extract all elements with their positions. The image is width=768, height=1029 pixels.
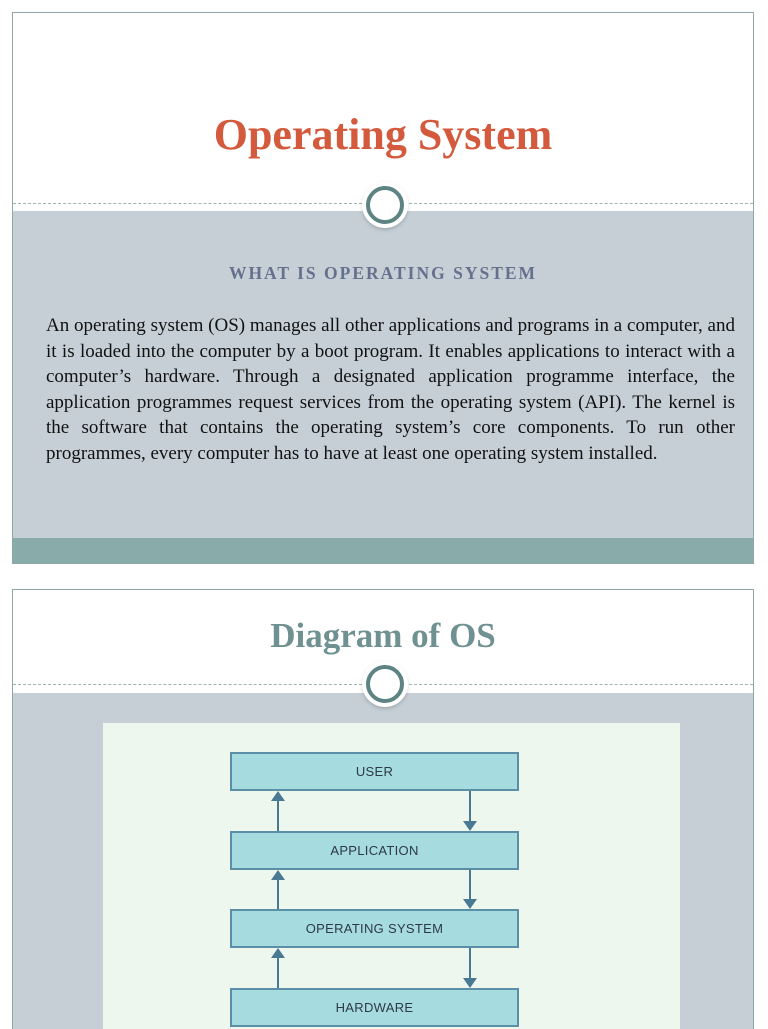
layer-box-operating-system: OPERATING SYSTEM (230, 909, 519, 948)
slide-title-area (13, 13, 753, 205)
slide-paragraph: An operating system (OS) manages all other applications and programs in a computer, and it is loaded into the computer by a boot program. It enables applications to interact with a computer’s hardware. Through a designated application programme interface, the application programmes request services from the operating system (API). The kernel is the software that contains the operating system’s core components. To run other programmes, every computer has to have at least one operating system installed. (46, 315, 735, 464)
arrow-up-icon (271, 791, 285, 831)
layer-box-application: APPLICATION (230, 831, 519, 870)
slide-title: Operating System (213, 110, 553, 159)
arrow-down-icon (463, 870, 477, 909)
os-layer-diagram (103, 723, 680, 1029)
slide-subtitle: WHAT IS OPERATING SYSTEM (228, 263, 538, 283)
divider-circle-icon (366, 665, 404, 703)
arrow-up-icon (271, 870, 285, 909)
arrow-down-icon (463, 791, 477, 831)
layer-box-hardware: HARDWARE (230, 988, 519, 1027)
arrow-down-icon (463, 948, 477, 988)
layer-box-user: USER (230, 752, 519, 791)
slide-title: Diagram of OS (270, 616, 496, 655)
slide-operating-system (12, 12, 754, 564)
slide-diagram-of-os (12, 589, 754, 1029)
divider-circle-icon (366, 186, 404, 224)
arrow-up-icon (271, 948, 285, 988)
slide-footer-band (13, 538, 753, 564)
